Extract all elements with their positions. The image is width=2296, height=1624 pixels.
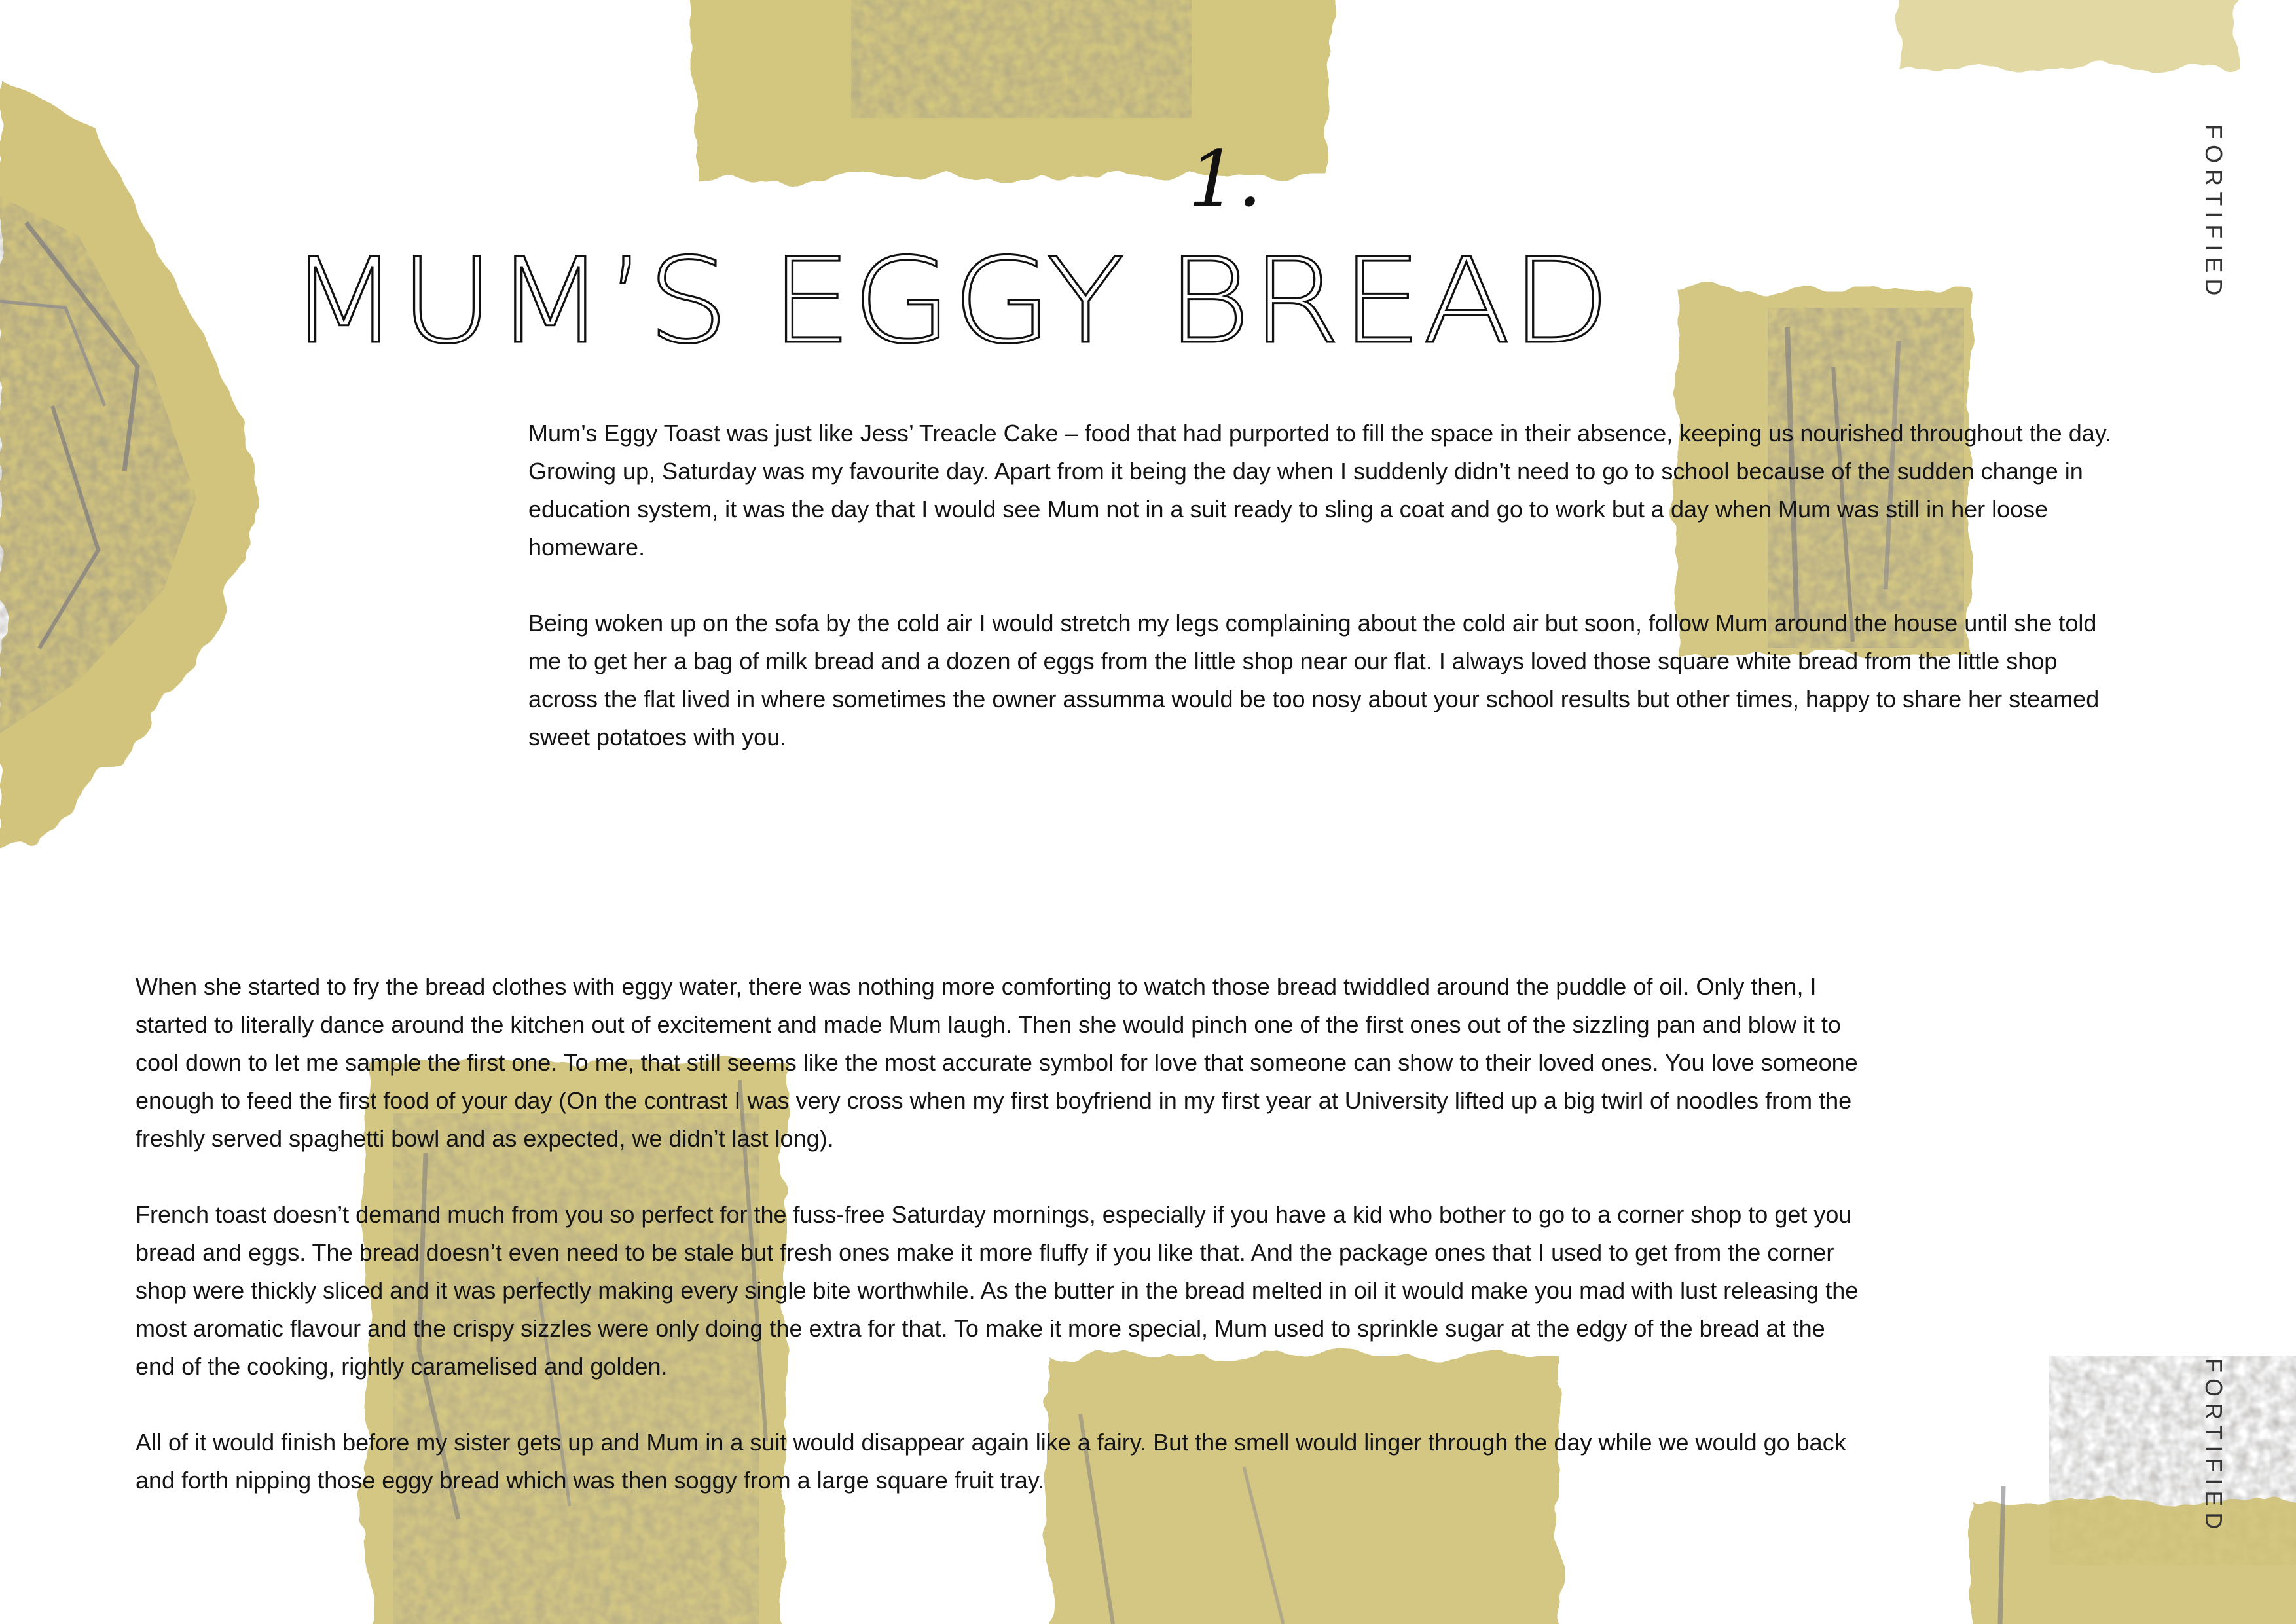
chapter-number: 1. [1188,134,1262,224]
chapter-title-text: MUM’S EGGY BREAD [288,244,1611,355]
intro-text-block [528,415,2115,794]
paragraph: French toast doesn’t demand much from you so perfect for the fuss-free Saturday mornings, especially if you have a kid who bother to go to a corner shop to get you bread and eggs. The bread doesn’t even need to be stale but fresh ones make it more fluffy if you like that. And the package ones that I used to get from the corner shop were thickly sliced and it was perfectly making every single bite worthwhile. As the butter in the bread melted in oil it would make you mad with lust releasing the most aromatic flavour and the crispy sizzles were only doing the extra for that. To make it more special, Mum used to sprinkle sugar at the edgy of the bread at the end of the cooking, rightly caramelised and golden. [136,1201,1859,1380]
main-text-block [136,968,1870,1538]
ochre-patch-top-right [1899,0,2239,69]
paragraph: All of it would finish before my sister gets up and Mum in a suit would disappear again like a fairy. But the smell would linger through the day while we would go back and forth nipping those eggy bread which was then soggy from a large square fruit tray. [136,1429,1846,1494]
grey-stroke-bottom-right-1 [2000,1486,2003,1624]
ochre-patch-bottom-right [1971,1500,2296,1624]
paragraph: Being woken up on the sofa by the cold air I would stretch my legs complaining about the cold air but soon, follow Mum around the house until she told me to get her a bag of milk bread and a dozen of eggs from the little shop near our flat. I always loved those square white bread from the little shop across the flat lived in where sometimes the owner assumma would be too nosy about your school results but other times, happy to share her steamed sweet potatoes with you. [528,610,2100,750]
grey-smudge-top-centre [851,0,1192,118]
side-label-top: FORTIFIED [2200,124,2227,302]
side-label-bottom: FORTIFIED [2200,1358,2227,1536]
paragraph: Mum’s Eggy Toast was just like Jess’ Treacle Cake – food that had purported to fill the space in their absence, keeping us nourished throughout the day. Growing up, Saturday was my favourite day. Apart from it being the day when I suddenly didn’t need to go to school because of the sudden change in education system, it was the day that I would see Mum not in a suit ready to sling a coat and go to work but a day when Mum was still in her loose homeware. [528,420,2112,561]
paragraph: When she started to fry the bread clothes with eggy water, there was nothing more comforting to watch those bread twiddled around the puddle of oil. Only then, I started to literally dance around the kitchen out of excitement and made Mum laugh. Then she would pinch one of the first ones out of the sizzling pan and blow it to cool down to let me sample the first one. To me, that still seems like the most accurate symbol for love that someone can show to their loved ones. You love someone enough to feed the first food of your day (On the contrast I was very cross when my first boyfriend in my first year at University lifted up a big twirl of noodles from the freshly served spaghetti bowl and as expected, we didn’t last long). [136,973,1858,1152]
chapter-title [288,244,1624,355]
